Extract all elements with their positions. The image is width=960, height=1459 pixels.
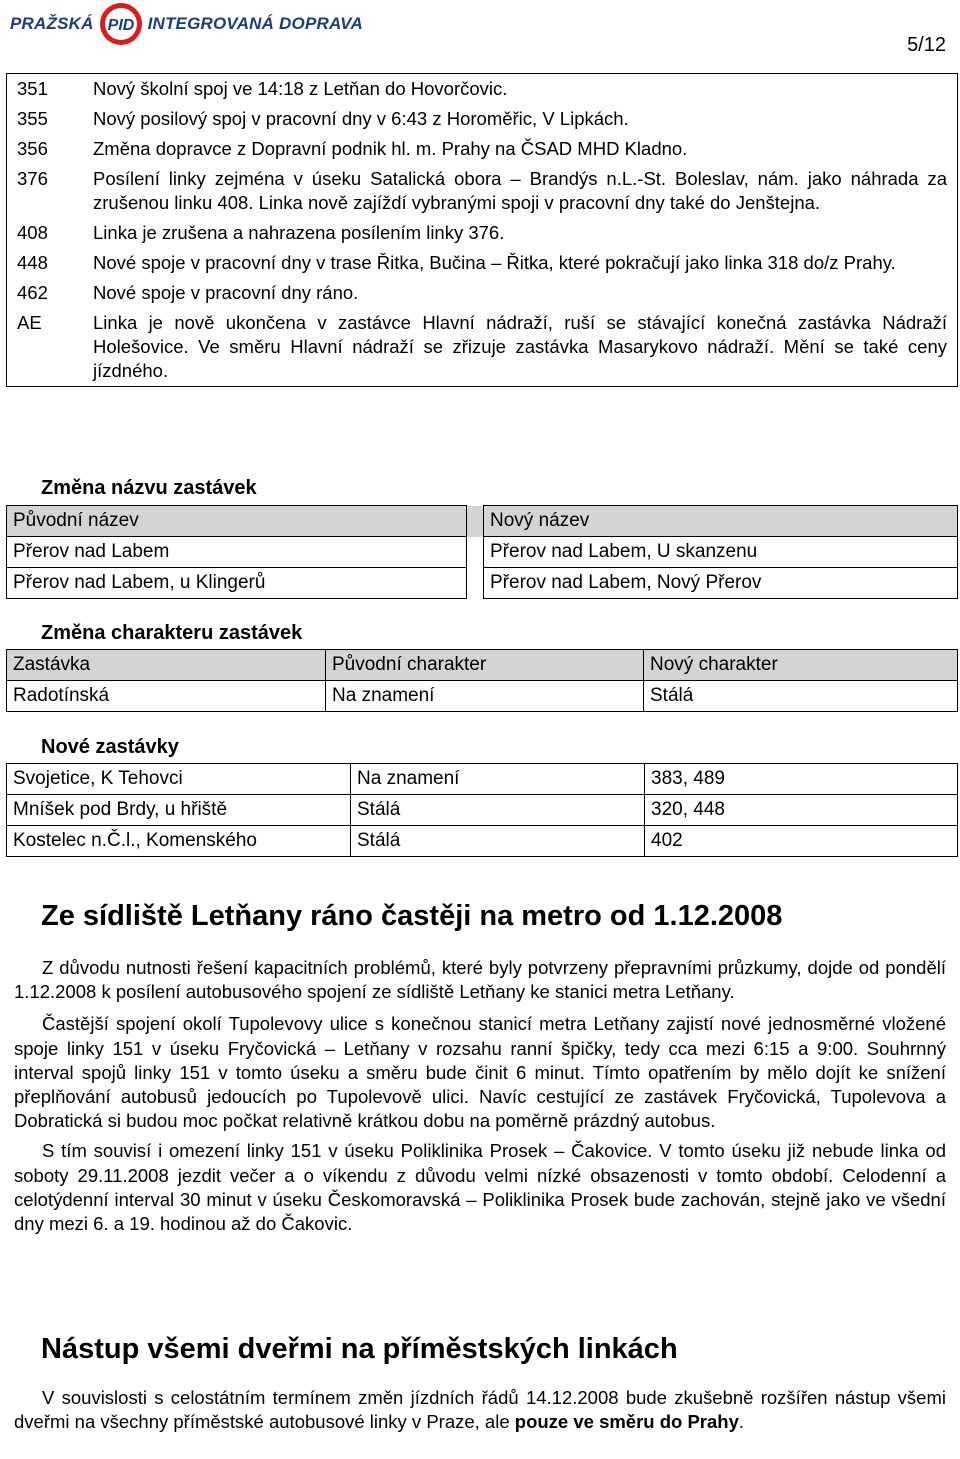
line-change-text: Posílení linky zejména v úseku Satalická obora – Brandýs n.L.-St. Boleslav, nám. jako náhrada za zrušenou linku 408. Linka nově zajíždí vybranými spoji v pracovní dny také do Jenštejna. — [93, 168, 947, 213]
header-cell: Nový název — [484, 506, 958, 537]
pid-emblem-icon — [98, 1, 144, 47]
header-cell: Původní charakter — [326, 650, 644, 681]
logo-text-left: PRAŽSKÁ — [10, 14, 94, 33]
table-cell: Kostelec n.Č.l., Komenského — [7, 826, 351, 857]
table-cell: 402 — [645, 826, 958, 857]
header-cell: Původní název — [7, 506, 467, 537]
table-cell: Svojetice, K Tehovci — [7, 764, 351, 795]
table-cell: Na znamení — [326, 681, 644, 712]
table-cell: Stálá — [644, 681, 958, 712]
line-change-text: Změna dopravce z Dopravní podnik hl. m. Prahy na ČSAD MHD Kladno. — [93, 138, 688, 159]
new-stops-table — [6, 763, 958, 857]
header-cell: Zastávka — [7, 650, 326, 681]
article2-emphasis: pouze ve směru do Prahy — [514, 1411, 739, 1433]
line-change-text: Nový školní spoj ve 14:18 z Letňan do Hovorčovic. — [93, 78, 508, 99]
table-row — [7, 650, 958, 681]
line-change-row — [7, 278, 958, 308]
line-change-row — [7, 308, 958, 387]
line-change-text: Linka je zrušena a nahrazena posílením linky 376. — [93, 222, 505, 243]
line-changes-table — [6, 73, 958, 387]
article2-title: Nástup všemi dveřmi na příměstských linkách — [41, 1333, 678, 1365]
article1-title: Ze sídliště Letňany ráno častěji na metro od 1.12.2008 — [41, 900, 783, 932]
article1-paragraph-2: Častější spojení okolí Tupolevovy ulice s konečnou stanicí metra Letňany zajistí nové jednosměrné vložené spoje linky 151 v úseku Fryčovická – Letňany v rozsahu ranní špičky, tedy cca mezi 6:15 a 9:00. Souhrnný interval spojů linky 151 v tomto úseku a směru bude činit 6 minut. Tímto opatřením by mělo dojít ke snížení přeplňování autobusů jedoucích po Tupolevově ulici. Navíc cestující ze zastávek Fryčovická, Tupolevova a Dobratická si budou moc počkat relativně krátkou dobu na poměrně prázdný autobus. — [14, 1013, 946, 1132]
line-number: 351 — [17, 78, 48, 99]
table-cell: 383, 489 — [645, 764, 958, 795]
line-change-text: Linka je nově ukončena v zastávce Hlavní nádraží, ruší se stávající konečná zastávka Nádraží Holešovice. Ve směru Hlavní nádraží se zřizuje zastávka Masarykovo nádraží. Mění se také ceny jízdného. — [93, 312, 947, 381]
line-number: 408 — [17, 222, 48, 243]
logo-text-right: INTEGROVANÁ DOPRAVA — [147, 14, 363, 33]
rename-table — [6, 505, 958, 599]
header-cell: Nový charakter — [644, 650, 958, 681]
line-change-row — [7, 104, 958, 134]
line-change-row — [7, 134, 958, 164]
character-table — [6, 649, 958, 712]
pid-emblem-text: PID — [107, 17, 134, 34]
table-row — [7, 764, 958, 795]
table-cell: Stálá — [351, 826, 645, 857]
line-change-row — [7, 164, 958, 218]
article1-paragraph-3: S tím souvisí i omezení linky 151 v úseku Poliklinika Prosek – Čakovice. V tomto úseku již nebude linka od soboty 29.11.2008 jezdit večer a o víkendu z důvodu velmi nízké obsazenosti v tomto období. Celodenní a celotýdenní interval 30 minut v úseku Českomoravská – Poliklinika Prosek bude zachován, stejně jako ve všední dny mezi 6. a 19. hodinou až do Čakovic. — [14, 1140, 946, 1235]
line-number: 355 — [17, 108, 48, 129]
article1-paragraph-1: Z důvodu nutnosti řešení kapacitních problémů, které byly potvrzeny přepravními průzkumy, dojde od pondělí 1.12.2008 k posílení autobusového spojení ze sídliště Letňany ke stanici metra Letňany. — [14, 957, 946, 1003]
line-change-row — [7, 74, 958, 105]
line-change-text: Nové spoje v pracovní dny ráno. — [93, 282, 359, 303]
line-change-row — [7, 218, 958, 248]
cell-gap — [467, 568, 484, 599]
cell-gap — [467, 537, 484, 568]
line-number: 376 — [17, 168, 48, 189]
table-row — [7, 568, 958, 599]
table-cell: Stálá — [351, 795, 645, 826]
character-title: Změna charakteru zastávek — [41, 622, 303, 644]
table-row — [7, 537, 958, 568]
article1-body — [14, 956, 946, 1236]
cell-gap — [467, 506, 484, 537]
table-row — [7, 506, 958, 537]
table-cell: Přerov nad Labem, u Klingerů — [7, 568, 467, 599]
table-cell: Přerov nad Labem — [7, 537, 467, 568]
table-cell: Mníšek pod Brdy, u hřiště — [7, 795, 351, 826]
article2-body — [14, 1386, 946, 1434]
table-row — [7, 795, 958, 826]
new-stops-title: Nové zastávky — [41, 736, 179, 758]
table-row — [7, 826, 958, 857]
page-header — [0, 0, 960, 56]
article2-text: V souvislosti s celostátním termínem změn jízdních řádů 14.12.2008 bude zkušebně rozšířen nástup všemi dveřmi na všechny příměstské autobusové linky v Praze, ale — [14, 1387, 946, 1433]
table-cell: Radotínská — [7, 681, 326, 712]
table-cell: Přerov nad Labem, U skanzenu — [484, 537, 958, 568]
table-row — [7, 681, 958, 712]
line-change-row — [7, 248, 958, 278]
table-cell: Na znamení — [351, 764, 645, 795]
line-number: 356 — [17, 138, 48, 159]
article2-text-end: . — [738, 1411, 745, 1433]
line-change-text: Nový posilový spoj v pracovní dny v 6:43 z Horoměřic, V Lipkách. — [93, 108, 629, 129]
line-number: 448 — [17, 252, 48, 273]
line-number: 462 — [17, 282, 48, 303]
page-number: 5/12 — [907, 34, 946, 56]
pid-logo — [10, 2, 363, 46]
table-cell: 320, 448 — [645, 795, 958, 826]
line-number: AE — [17, 312, 42, 333]
table-cell: Přerov nad Labem, Nový Přerov — [484, 568, 958, 599]
line-change-text: Nové spoje v pracovní dny v trase Řitka, Bučina – Řitka, které pokračují jako linka 318 do/z Prahy. — [93, 252, 896, 273]
rename-title: Změna názvu zastávek — [41, 477, 257, 499]
article2-paragraph-1 — [14, 1386, 946, 1434]
